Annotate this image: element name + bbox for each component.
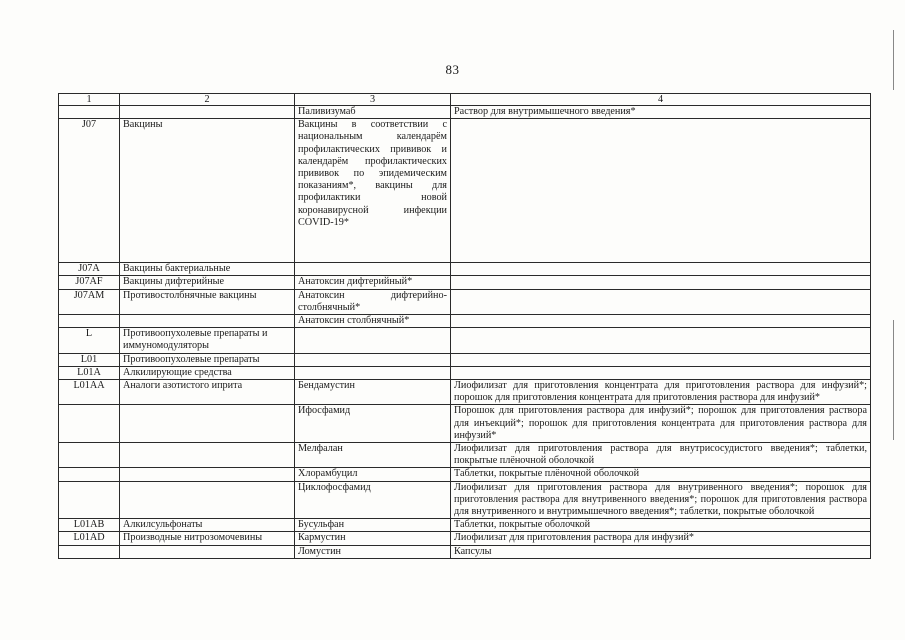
group-cell [120, 443, 295, 468]
drug-cell: Ифосфамид [295, 405, 451, 443]
atc-code-cell [59, 443, 120, 468]
table-row [59, 443, 871, 468]
group-cell: Вакцины [120, 119, 295, 263]
table-row [59, 106, 871, 119]
drug-cell: Циклофосфамид [295, 481, 451, 519]
group-cell [120, 481, 295, 519]
group-cell [120, 545, 295, 558]
form-cell [451, 315, 871, 328]
drug-cell: Ломустин [295, 545, 451, 558]
atc-code-cell: L01AA [59, 380, 120, 405]
table-row [59, 519, 871, 532]
form-cell: Лиофилизат для приготовления раствора для инфузий* [451, 532, 871, 545]
atc-code-cell: L01A [59, 366, 120, 379]
form-cell: Лиофилизат для приготовления концентрата для приготовления раствора для инфузий*; порошок для приготовления концентрата для приготовления раствора для инфузий* [451, 380, 871, 405]
page-number: 83 [445, 62, 460, 77]
table-row [59, 276, 871, 289]
group-cell: Противоопухолевые препараты [120, 353, 295, 366]
form-cell [451, 276, 871, 289]
form-cell: Порошок для приготовления раствора для инфузий*; порошок для приготовления раствора для инъекций*; порошок для приготовления концентрата для приготовления раствора для инфузий* [451, 405, 871, 443]
group-cell: Производные нитрозомочевины [120, 532, 295, 545]
form-cell [451, 353, 871, 366]
header-cell: 3 [295, 94, 451, 106]
drug-cell [295, 353, 451, 366]
drug-cell: Вакцины в соответствии с национальным календарём профилактических прививок и календарём профилактических прививок по эпидемическим показаниям*, вакцины для профилактики новой коронавирусной инфекции COVID-19* [295, 119, 451, 263]
group-cell: Противоопухолевые препараты и иммуномодуляторы [120, 328, 295, 353]
drug-cell: Анатоксин столбнячный* [295, 315, 451, 328]
table-row [59, 328, 871, 353]
atc-code-cell [59, 481, 120, 519]
atc-code-cell: J07AF [59, 276, 120, 289]
atc-code-cell: L [59, 328, 120, 353]
drug-cell: Кармустин [295, 532, 451, 545]
form-cell [451, 328, 871, 353]
atc-code-cell: J07A [59, 263, 120, 276]
atc-code-cell [59, 468, 120, 481]
group-cell [120, 315, 295, 328]
form-cell [451, 289, 871, 314]
table-row [59, 353, 871, 366]
table-row [59, 405, 871, 443]
group-cell: Вакцины дифтерийные [120, 276, 295, 289]
form-cell [451, 263, 871, 276]
form-cell: Таблетки, покрытые плёночной оболочкой [451, 468, 871, 481]
atc-code-cell: L01 [59, 353, 120, 366]
table-row [59, 532, 871, 545]
header-cell: 4 [451, 94, 871, 106]
group-cell [120, 468, 295, 481]
header-cell: 2 [120, 94, 295, 106]
header-cell: 1 [59, 94, 120, 106]
right-edge-mark [893, 30, 894, 90]
table-row [59, 366, 871, 379]
table-row [59, 468, 871, 481]
atc-code-cell [59, 405, 120, 443]
table-row [59, 263, 871, 276]
drug-cell: Хлорамбуцил [295, 468, 451, 481]
drug-table [58, 93, 871, 559]
atc-code-cell: L01AB [59, 519, 120, 532]
table-row [59, 380, 871, 405]
group-cell: Алкилирующие средства [120, 366, 295, 379]
group-cell: Противостолбнячные вакцины [120, 289, 295, 314]
group-cell: Вакцины бактериальные [120, 263, 295, 276]
atc-code-cell: J07 [59, 119, 120, 263]
form-cell: Лиофилизат для приготовления раствора для внутрисосудистого введения*; таблетки, покрытые плёночной оболочкой [451, 443, 871, 468]
form-cell [451, 119, 871, 263]
group-cell: Аналоги азотистого иприта [120, 380, 295, 405]
table-row [59, 481, 871, 519]
group-cell: Алкилсульфонаты [120, 519, 295, 532]
atc-code-cell [59, 315, 120, 328]
atc-code-cell [59, 106, 120, 119]
group-cell [120, 405, 295, 443]
table-row [59, 119, 871, 263]
drug-cell: Бусульфан [295, 519, 451, 532]
table-header-row [59, 94, 871, 106]
atc-code-cell [59, 545, 120, 558]
drug-cell: Мелфалан [295, 443, 451, 468]
drug-cell [295, 328, 451, 353]
form-cell: Таблетки, покрытые оболочкой [451, 519, 871, 532]
atc-code-cell: J07AM [59, 289, 120, 314]
form-cell: Капсулы [451, 545, 871, 558]
group-cell [120, 106, 295, 119]
drug-cell: Бендамустин [295, 380, 451, 405]
form-cell: Лиофилизат для приготовления раствора для внутривенного введения*; порошок для приготовления раствора для внутривенного введения*; порошок для приготовления раствора для внутривенного и внутримышечного введения*; таблетки, покрытые оболочкой [451, 481, 871, 519]
table-row [59, 315, 871, 328]
form-cell [451, 366, 871, 379]
drug-cell: Анатоксин дифтерийный* [295, 276, 451, 289]
right-edge-mark [893, 320, 894, 440]
drug-cell [295, 263, 451, 276]
drug-cell: Анатоксин дифтерийно-столбнячный* [295, 289, 451, 314]
table-row [59, 289, 871, 314]
drug-cell [295, 366, 451, 379]
table-row [59, 545, 871, 558]
atc-code-cell: L01AD [59, 532, 120, 545]
form-cell: Раствор для внутримышечного введения* [451, 106, 871, 119]
drug-cell: Паливизумаб [295, 106, 451, 119]
